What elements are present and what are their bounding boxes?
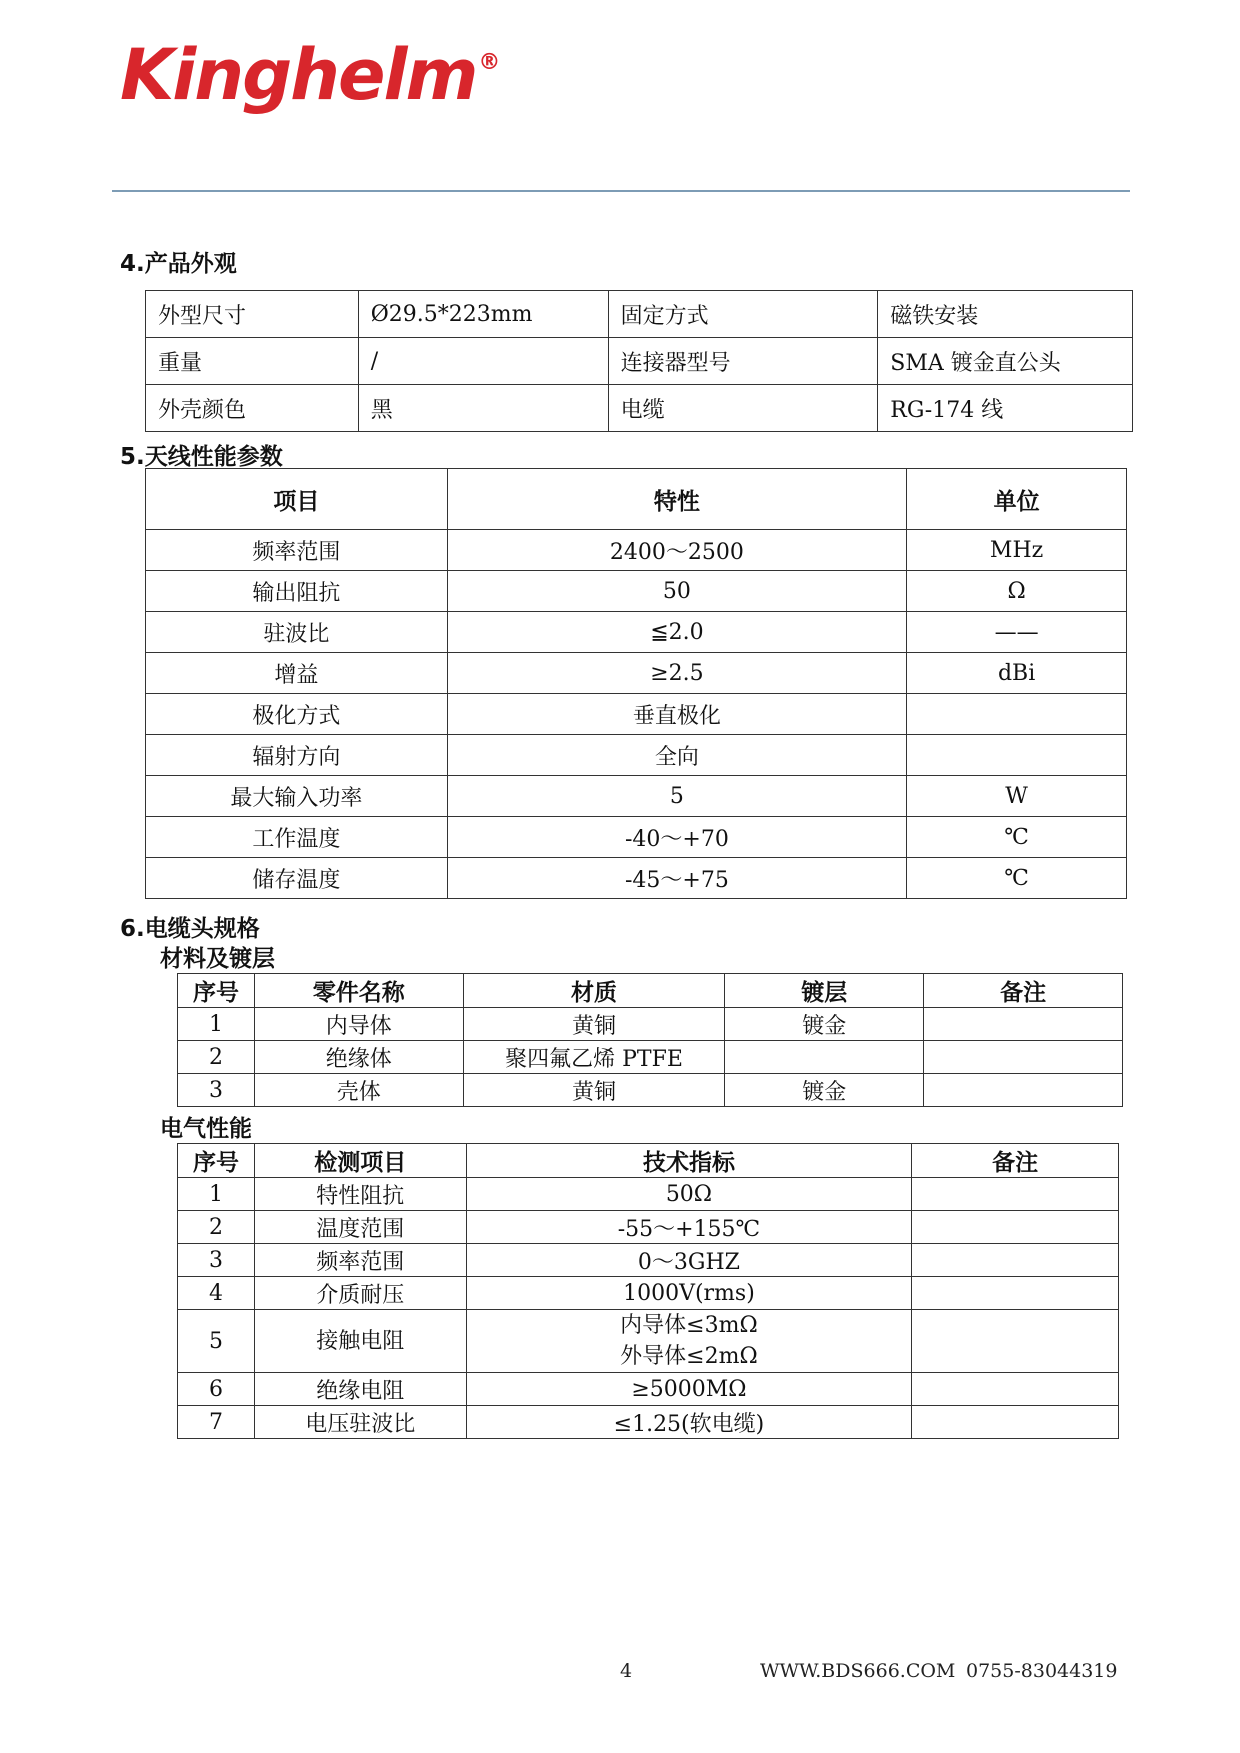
table-row (146, 694, 1127, 735)
table-row (178, 1277, 1119, 1310)
table-cell: 2 (178, 1041, 255, 1074)
table-cell (912, 1310, 1119, 1373)
table-cell: 接触电阻 (254, 1310, 466, 1373)
table-header-row (146, 469, 1127, 530)
table-cell: 磁铁安装 (878, 291, 1133, 338)
table-cell (912, 1373, 1119, 1406)
table-cell: 输出阻抗 (146, 571, 448, 612)
page-number: 4 (620, 1660, 633, 1682)
table-row (178, 1406, 1119, 1439)
appearance-table (145, 290, 1133, 432)
materials-table (177, 973, 1123, 1107)
table-cell (924, 1008, 1123, 1041)
table-cell: 3 (178, 1074, 255, 1107)
header-cell: 备注 (924, 974, 1123, 1008)
table-row (178, 1178, 1119, 1211)
table-cell (924, 1041, 1123, 1074)
header-cell: 材质 (463, 974, 725, 1008)
table-cell: 驻波比 (146, 612, 448, 653)
header-cell: 特性 (447, 469, 907, 530)
table-row (178, 1373, 1119, 1406)
table-cell: 储存温度 (146, 858, 448, 899)
table-row (146, 571, 1127, 612)
table-cell: 电压驻波比 (254, 1406, 466, 1439)
table-cell: 固定方式 (608, 291, 878, 338)
table-cell: SMA 镀金直公头 (878, 338, 1133, 385)
kinghelm-logo (120, 34, 499, 116)
table-cell: 聚四氟乙烯 PTFE (463, 1041, 725, 1074)
header-cell: 零件名称 (254, 974, 463, 1008)
table-cell: 增益 (146, 653, 448, 694)
table-row (146, 385, 1133, 432)
table-cell: 重量 (146, 338, 359, 385)
table-row (146, 612, 1127, 653)
header-cell: 序号 (178, 1144, 255, 1178)
table-cell: 绝缘电阻 (254, 1373, 466, 1406)
header-cell: 镀层 (725, 974, 924, 1008)
table-cell: dBi (907, 653, 1127, 694)
table-cell: ≥5000MΩ (466, 1373, 912, 1406)
table-cell: ≦2.0 (447, 612, 907, 653)
table-cell (725, 1041, 924, 1074)
materials-subtitle: 材料及镀层 (160, 946, 275, 972)
table-cell: 1 (178, 1008, 255, 1041)
table-cell: 频率范围 (146, 530, 448, 571)
table-cell: 工作温度 (146, 817, 448, 858)
table-cell (912, 1406, 1119, 1439)
table-cell: 50Ω (466, 1178, 912, 1211)
table-cell: Ω (907, 571, 1127, 612)
table-cell (907, 694, 1127, 735)
table-row (178, 1211, 1119, 1244)
table-cell: 黄铜 (463, 1008, 725, 1041)
logo-text: Kinghelm (120, 34, 477, 116)
table-cell: 0～3GHZ (466, 1244, 912, 1277)
table-cell: 2400～2500 (447, 530, 907, 571)
table-cell: 镀金 (725, 1008, 924, 1041)
header-cell: 项目 (146, 469, 448, 530)
table-cell: 最大输入功率 (146, 776, 448, 817)
header-divider (112, 190, 1130, 192)
table-row (146, 858, 1127, 899)
table-cell: -45～+75 (447, 858, 907, 899)
section-4-title: 4.产品外观 (120, 251, 237, 277)
table-row (178, 1244, 1119, 1277)
table-cell: ℃ (907, 858, 1127, 899)
table-row (146, 735, 1127, 776)
table-cell: 辐射方向 (146, 735, 448, 776)
table-cell: 黄铜 (463, 1074, 725, 1107)
table-cell: 内导体 (254, 1008, 463, 1041)
table-cell (912, 1178, 1119, 1211)
electrical-performance-table (177, 1143, 1119, 1439)
section-6-title: 6.电缆头规格 (120, 916, 260, 942)
table-cell: 全向 (447, 735, 907, 776)
table-cell: 6 (178, 1373, 255, 1406)
table-cell: 特性阻抗 (254, 1178, 466, 1211)
table-cell: ≤1.25(软电缆) (466, 1406, 912, 1439)
table-cell: MHz (907, 530, 1127, 571)
table-cell: 极化方式 (146, 694, 448, 735)
table-row (178, 1008, 1123, 1041)
table-cell: ≥2.5 (447, 653, 907, 694)
table-row (178, 1074, 1123, 1107)
table-row (146, 653, 1127, 694)
section-5-title: 5.天线性能参数 (120, 444, 283, 470)
table-cell: 温度范围 (254, 1211, 466, 1244)
table-cell: 电缆 (608, 385, 878, 432)
header-cell: 备注 (912, 1144, 1119, 1178)
table-cell (912, 1244, 1119, 1277)
table-cell: 1000V(rms) (466, 1277, 912, 1310)
table-cell (466, 1310, 912, 1373)
table-cell (924, 1074, 1123, 1107)
table-cell: 壳体 (254, 1074, 463, 1107)
table-cell: -55～+155℃ (466, 1211, 912, 1244)
table-row (146, 291, 1133, 338)
registered-mark: ® (478, 49, 499, 75)
footer-website: WWW.BDS666.COM (760, 1660, 956, 1682)
table-row (146, 530, 1127, 571)
header-cell: 序号 (178, 974, 255, 1008)
table-cell: 介质耐压 (254, 1277, 466, 1310)
table-row (146, 817, 1127, 858)
table-row (178, 1041, 1123, 1074)
header-cell: 检测项目 (254, 1144, 466, 1178)
cell-line: 外导体≤2mΩ (620, 1344, 758, 1369)
table-cell (912, 1277, 1119, 1310)
footer-phone: 0755-83044319 (966, 1660, 1118, 1682)
electrical-subtitle: 电气性能 (160, 1116, 252, 1142)
table-cell: RG-174 线 (878, 385, 1133, 432)
table-cell: 1 (178, 1178, 255, 1211)
antenna-performance-table (145, 468, 1127, 899)
table-cell: 镀金 (725, 1074, 924, 1107)
table-cell: 50 (447, 571, 907, 612)
header-cell: 技术指标 (466, 1144, 912, 1178)
table-cell: 垂直极化 (447, 694, 907, 735)
table-cell: W (907, 776, 1127, 817)
table-cell: —— (907, 612, 1127, 653)
table-header-row (178, 1144, 1119, 1178)
table-row (146, 338, 1133, 385)
table-cell: Ø29.5*223mm (358, 291, 608, 338)
header-cell: 单位 (907, 469, 1127, 530)
table-cell (912, 1211, 1119, 1244)
table-cell (907, 735, 1127, 776)
table-cell: 5 (447, 776, 907, 817)
table-cell: 连接器型号 (608, 338, 878, 385)
table-row (146, 776, 1127, 817)
table-row (178, 1310, 1119, 1373)
table-cell: 黑 (358, 385, 608, 432)
table-header-row (178, 974, 1123, 1008)
table-cell: / (358, 338, 608, 385)
table-cell: 绝缘体 (254, 1041, 463, 1074)
cell-line: 内导体≤3mΩ (620, 1313, 758, 1338)
table-cell: 3 (178, 1244, 255, 1277)
table-cell: 4 (178, 1277, 255, 1310)
table-cell: 2 (178, 1211, 255, 1244)
table-cell: 外壳颜色 (146, 385, 359, 432)
table-cell: 7 (178, 1406, 255, 1439)
table-cell: -40～+70 (447, 817, 907, 858)
table-cell: ℃ (907, 817, 1127, 858)
table-cell: 5 (178, 1310, 255, 1373)
table-cell: 频率范围 (254, 1244, 466, 1277)
table-cell: 外型尺寸 (146, 291, 359, 338)
